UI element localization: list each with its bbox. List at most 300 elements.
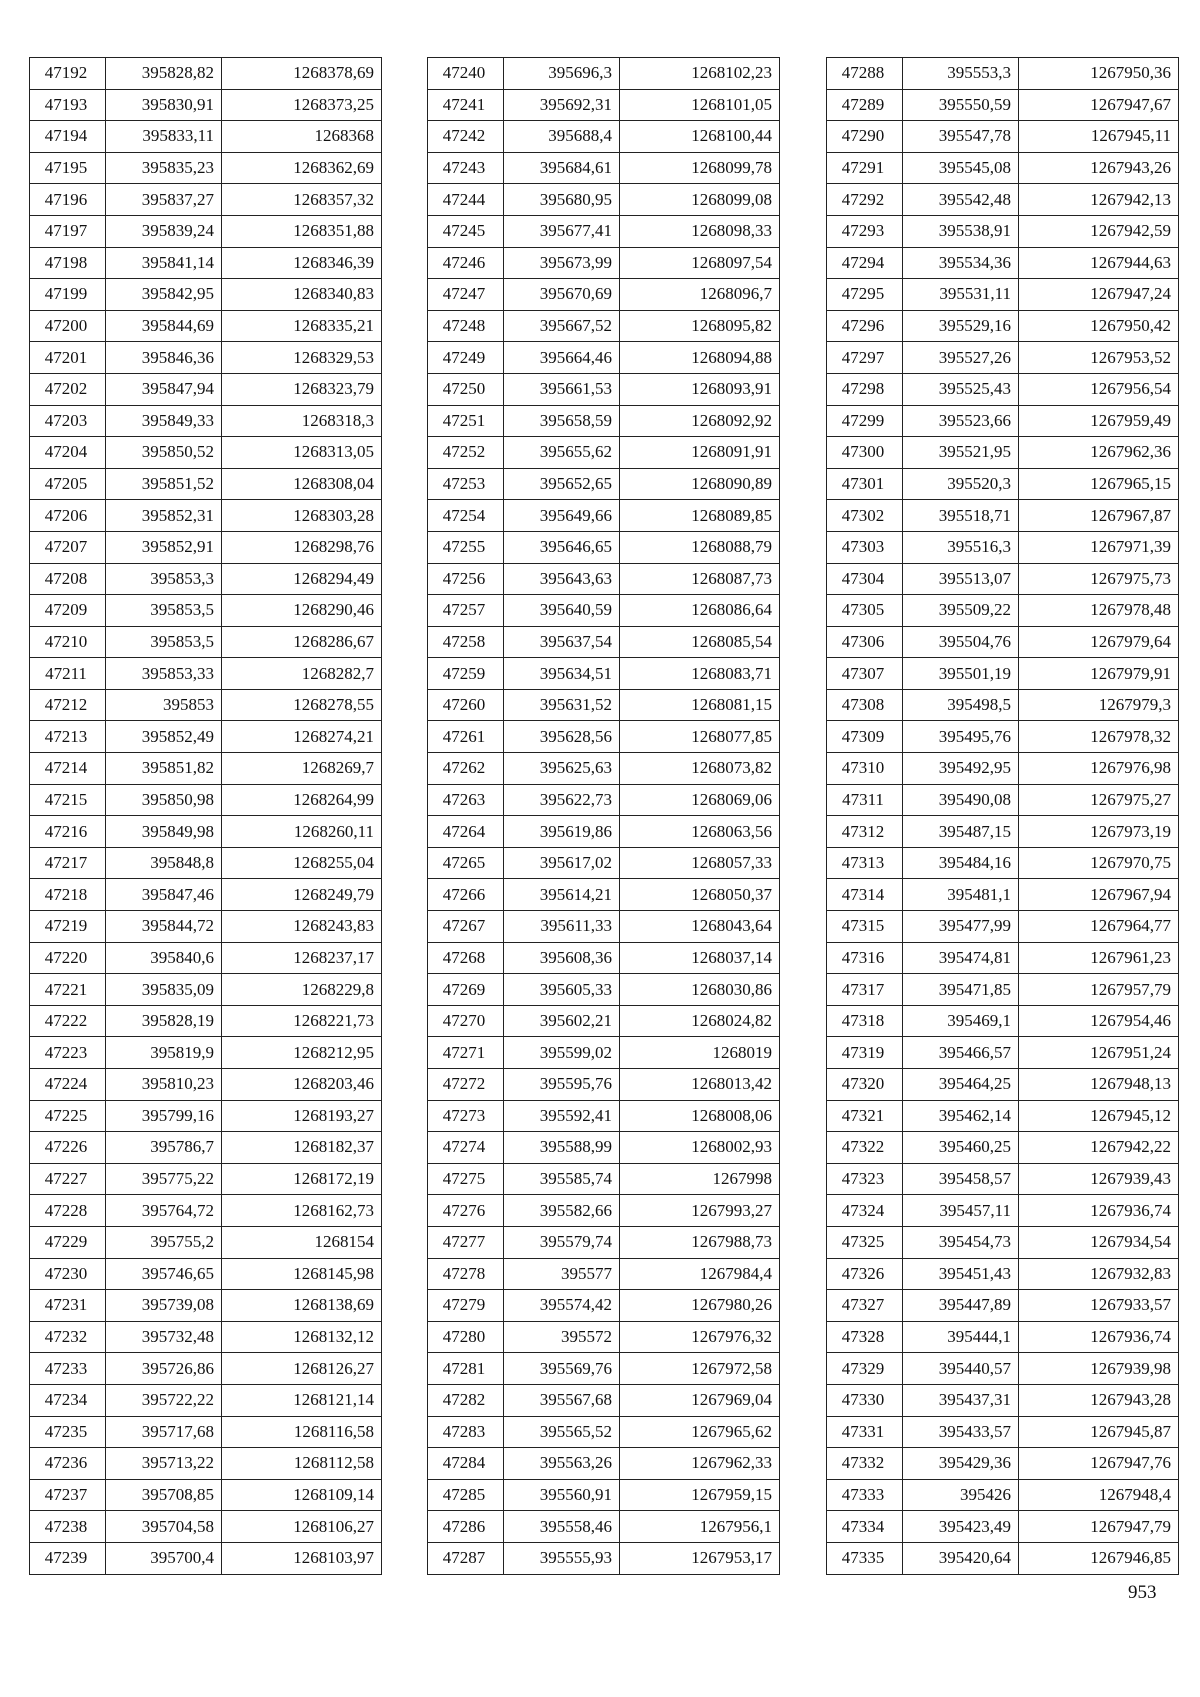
x-coordinate-cell: 395844,69 <box>106 310 222 342</box>
x-coordinate-cell: 395501,19 <box>903 658 1019 690</box>
table-row <box>428 974 780 1006</box>
point-id-cell: 47263 <box>428 784 504 816</box>
y-coordinate-cell: 1267970,75 <box>1019 847 1179 879</box>
table-row <box>30 1416 382 1448</box>
table-row <box>827 184 1179 216</box>
table-row <box>428 1100 780 1132</box>
y-coordinate-cell: 1267988,73 <box>620 1226 780 1258</box>
x-coordinate-cell: 395553,3 <box>903 58 1019 90</box>
y-coordinate-cell: 1268340,83 <box>222 279 382 311</box>
table-row <box>428 468 780 500</box>
point-id-cell: 47251 <box>428 405 504 437</box>
x-coordinate-cell: 395619,86 <box>504 816 620 848</box>
table-row <box>428 847 780 879</box>
y-coordinate-cell: 1268037,14 <box>620 942 780 974</box>
x-coordinate-cell: 395634,51 <box>504 658 620 690</box>
x-coordinate-cell: 395426 <box>903 1479 1019 1511</box>
x-coordinate-cell: 395658,59 <box>504 405 620 437</box>
x-coordinate-cell: 395555,93 <box>504 1542 620 1574</box>
y-coordinate-cell: 1267939,43 <box>1019 1163 1179 1195</box>
y-coordinate-cell: 1268323,79 <box>222 373 382 405</box>
y-coordinate-cell: 1268121,14 <box>222 1384 382 1416</box>
point-id-cell: 47279 <box>428 1290 504 1322</box>
y-coordinate-cell: 1268286,67 <box>222 626 382 658</box>
x-coordinate-cell: 395667,52 <box>504 310 620 342</box>
table-row <box>30 1163 382 1195</box>
y-coordinate-cell: 1268373,25 <box>222 89 382 121</box>
point-id-cell: 47218 <box>30 879 106 911</box>
x-coordinate-cell: 395423,49 <box>903 1511 1019 1543</box>
y-coordinate-cell: 1268099,08 <box>620 184 780 216</box>
x-coordinate-cell: 395433,57 <box>903 1416 1019 1448</box>
x-coordinate-cell: 395437,31 <box>903 1384 1019 1416</box>
x-coordinate-cell: 395677,41 <box>504 215 620 247</box>
table-row <box>827 942 1179 974</box>
point-id-cell: 47203 <box>30 405 106 437</box>
y-coordinate-cell: 1267965,15 <box>1019 468 1179 500</box>
y-coordinate-cell: 1268308,04 <box>222 468 382 500</box>
y-coordinate-cell: 1268096,7 <box>620 279 780 311</box>
y-coordinate-cell: 1267936,74 <box>1019 1195 1179 1227</box>
x-coordinate-cell: 395447,89 <box>903 1290 1019 1322</box>
table-row <box>827 437 1179 469</box>
y-coordinate-cell: 1268095,82 <box>620 310 780 342</box>
table-row <box>827 310 1179 342</box>
y-coordinate-cell: 1268085,54 <box>620 626 780 658</box>
table-row <box>30 215 382 247</box>
x-coordinate-cell: 395550,59 <box>903 89 1019 121</box>
table-row <box>30 500 382 532</box>
y-coordinate-cell: 1268077,85 <box>620 721 780 753</box>
table-row <box>428 500 780 532</box>
x-coordinate-cell: 395545,08 <box>903 152 1019 184</box>
table-row <box>30 279 382 311</box>
y-coordinate-cell: 1267953,17 <box>620 1542 780 1574</box>
table-row <box>30 1226 382 1258</box>
table-row <box>428 152 780 184</box>
point-id-cell: 47304 <box>827 563 903 595</box>
point-id-cell: 47250 <box>428 373 504 405</box>
y-coordinate-cell: 1267956,54 <box>1019 373 1179 405</box>
table-row <box>428 310 780 342</box>
x-coordinate-cell: 395655,62 <box>504 437 620 469</box>
point-id-cell: 47286 <box>428 1511 504 1543</box>
point-id-cell: 47215 <box>30 784 106 816</box>
point-id-cell: 47282 <box>428 1384 504 1416</box>
point-id-cell: 47235 <box>30 1416 106 1448</box>
y-coordinate-cell: 1267957,79 <box>1019 974 1179 1006</box>
x-coordinate-cell: 395513,07 <box>903 563 1019 595</box>
point-id-cell: 47261 <box>428 721 504 753</box>
y-coordinate-cell: 1268260,11 <box>222 816 382 848</box>
table-row <box>428 1195 780 1227</box>
table-row <box>30 658 382 690</box>
x-coordinate-cell: 395464,25 <box>903 1069 1019 1101</box>
point-id-cell: 47204 <box>30 437 106 469</box>
point-id-cell: 47307 <box>827 658 903 690</box>
x-coordinate-cell: 395577 <box>504 1258 620 1290</box>
point-id-cell: 47193 <box>30 89 106 121</box>
point-id-cell: 47220 <box>30 942 106 974</box>
y-coordinate-cell: 1268278,55 <box>222 689 382 721</box>
point-id-cell: 47260 <box>428 689 504 721</box>
point-id-cell: 47294 <box>827 247 903 279</box>
table-row <box>827 215 1179 247</box>
y-coordinate-cell: 1268083,71 <box>620 658 780 690</box>
y-coordinate-cell: 1267961,23 <box>1019 942 1179 974</box>
point-id-cell: 47308 <box>827 689 903 721</box>
x-coordinate-cell: 395844,72 <box>106 911 222 943</box>
point-id-cell: 47228 <box>30 1195 106 1227</box>
table-row <box>30 247 382 279</box>
x-coordinate-cell: 395684,61 <box>504 152 620 184</box>
y-coordinate-cell: 1267947,79 <box>1019 1511 1179 1543</box>
x-coordinate-cell: 395529,16 <box>903 310 1019 342</box>
y-coordinate-cell: 1268290,46 <box>222 595 382 627</box>
point-id-cell: 47214 <box>30 753 106 785</box>
table-row <box>30 121 382 153</box>
x-coordinate-cell: 395652,65 <box>504 468 620 500</box>
point-id-cell: 47223 <box>30 1037 106 1069</box>
table-row <box>827 1290 1179 1322</box>
point-id-cell: 47243 <box>428 152 504 184</box>
point-id-cell: 47289 <box>827 89 903 121</box>
x-coordinate-cell: 395739,08 <box>106 1290 222 1322</box>
point-id-cell: 47335 <box>827 1542 903 1574</box>
x-coordinate-cell: 395451,43 <box>903 1258 1019 1290</box>
x-coordinate-cell: 395640,59 <box>504 595 620 627</box>
x-coordinate-cell: 395474,81 <box>903 942 1019 974</box>
y-coordinate-cell: 1268094,88 <box>620 342 780 374</box>
table-row <box>827 595 1179 627</box>
point-id-cell: 47198 <box>30 247 106 279</box>
table-row <box>30 721 382 753</box>
y-coordinate-cell: 1267948,13 <box>1019 1069 1179 1101</box>
point-id-cell: 47229 <box>30 1226 106 1258</box>
y-coordinate-cell: 1268162,73 <box>222 1195 382 1227</box>
point-id-cell: 47241 <box>428 89 504 121</box>
table-row <box>827 753 1179 785</box>
coordinate-table-2 <box>427 57 780 1575</box>
point-id-cell: 47331 <box>827 1416 903 1448</box>
x-coordinate-cell: 395605,33 <box>504 974 620 1006</box>
y-coordinate-cell: 1267959,49 <box>1019 405 1179 437</box>
x-coordinate-cell: 395664,46 <box>504 342 620 374</box>
x-coordinate-cell: 395852,91 <box>106 531 222 563</box>
y-coordinate-cell: 1267967,87 <box>1019 500 1179 532</box>
y-coordinate-cell: 1268126,27 <box>222 1353 382 1385</box>
point-id-cell: 47209 <box>30 595 106 627</box>
x-coordinate-cell: 395819,9 <box>106 1037 222 1069</box>
point-id-cell: 47197 <box>30 215 106 247</box>
point-id-cell: 47302 <box>827 500 903 532</box>
y-coordinate-cell: 1268362,69 <box>222 152 382 184</box>
y-coordinate-cell: 1267964,77 <box>1019 911 1179 943</box>
table-row <box>827 531 1179 563</box>
table-row <box>428 121 780 153</box>
x-coordinate-cell: 395746,65 <box>106 1258 222 1290</box>
point-id-cell: 47322 <box>827 1132 903 1164</box>
table-row <box>428 1448 780 1480</box>
table-row <box>827 1479 1179 1511</box>
x-coordinate-cell: 395471,85 <box>903 974 1019 1006</box>
x-coordinate-cell: 395786,7 <box>106 1132 222 1164</box>
table-row <box>827 279 1179 311</box>
table-row <box>30 1321 382 1353</box>
table-row <box>428 1542 780 1574</box>
table-row <box>827 1100 1179 1132</box>
point-id-cell: 47317 <box>827 974 903 1006</box>
y-coordinate-cell: 1267932,83 <box>1019 1258 1179 1290</box>
y-coordinate-cell: 1268154 <box>222 1226 382 1258</box>
x-coordinate-cell: 395799,16 <box>106 1100 222 1132</box>
x-coordinate-cell: 395520,3 <box>903 468 1019 500</box>
table-row <box>428 215 780 247</box>
page-number: 953 <box>1128 1582 1157 1603</box>
table-row <box>428 942 780 974</box>
table-row <box>30 1037 382 1069</box>
point-id-cell: 47248 <box>428 310 504 342</box>
y-coordinate-cell: 1268132,12 <box>222 1321 382 1353</box>
table-row <box>30 911 382 943</box>
y-coordinate-cell: 1268378,69 <box>222 58 382 90</box>
point-id-cell: 47314 <box>827 879 903 911</box>
table-row <box>30 89 382 121</box>
table-row <box>30 310 382 342</box>
y-coordinate-cell: 1268081,15 <box>620 689 780 721</box>
y-coordinate-cell: 1268106,27 <box>222 1511 382 1543</box>
x-coordinate-cell: 395521,95 <box>903 437 1019 469</box>
point-id-cell: 47238 <box>30 1511 106 1543</box>
x-coordinate-cell: 395595,76 <box>504 1069 620 1101</box>
point-id-cell: 47217 <box>30 847 106 879</box>
x-coordinate-cell: 395504,76 <box>903 626 1019 658</box>
point-id-cell: 47269 <box>428 974 504 1006</box>
y-coordinate-cell: 1267962,36 <box>1019 437 1179 469</box>
x-coordinate-cell: 395622,73 <box>504 784 620 816</box>
x-coordinate-cell: 395708,85 <box>106 1479 222 1511</box>
x-coordinate-cell: 395547,78 <box>903 121 1019 153</box>
point-id-cell: 47256 <box>428 563 504 595</box>
table-row <box>30 468 382 500</box>
point-id-cell: 47283 <box>428 1416 504 1448</box>
point-id-cell: 47210 <box>30 626 106 658</box>
x-coordinate-cell: 395839,24 <box>106 215 222 247</box>
table-row <box>827 121 1179 153</box>
table-row <box>428 595 780 627</box>
x-coordinate-cell: 395732,48 <box>106 1321 222 1353</box>
table-row <box>827 342 1179 374</box>
point-id-cell: 47281 <box>428 1353 504 1385</box>
y-coordinate-cell: 1267939,98 <box>1019 1353 1179 1385</box>
x-coordinate-cell: 395579,74 <box>504 1226 620 1258</box>
x-coordinate-cell: 395680,95 <box>504 184 620 216</box>
x-coordinate-cell: 395670,69 <box>504 279 620 311</box>
point-id-cell: 47312 <box>827 816 903 848</box>
point-id-cell: 47324 <box>827 1195 903 1227</box>
point-id-cell: 47249 <box>428 342 504 374</box>
x-coordinate-cell: 395481,1 <box>903 879 1019 911</box>
x-coordinate-cell: 395518,71 <box>903 500 1019 532</box>
x-coordinate-cell: 395477,99 <box>903 911 1019 943</box>
y-coordinate-cell: 1267948,4 <box>1019 1479 1179 1511</box>
table-row <box>30 1511 382 1543</box>
table-row <box>428 879 780 911</box>
y-coordinate-cell: 1267969,04 <box>620 1384 780 1416</box>
table-row <box>428 373 780 405</box>
point-id-cell: 47253 <box>428 468 504 500</box>
table-row <box>827 89 1179 121</box>
y-coordinate-cell: 1267946,85 <box>1019 1542 1179 1574</box>
point-id-cell: 47225 <box>30 1100 106 1132</box>
table-row <box>827 721 1179 753</box>
y-coordinate-cell: 1267959,15 <box>620 1479 780 1511</box>
y-coordinate-cell: 1268237,17 <box>222 942 382 974</box>
point-id-cell: 47271 <box>428 1037 504 1069</box>
table-row <box>30 184 382 216</box>
x-coordinate-cell: 395492,95 <box>903 753 1019 785</box>
point-id-cell: 47301 <box>827 468 903 500</box>
table-row <box>30 563 382 595</box>
x-coordinate-cell: 395704,58 <box>106 1511 222 1543</box>
y-coordinate-cell: 1267953,52 <box>1019 342 1179 374</box>
point-id-cell: 47267 <box>428 911 504 943</box>
point-id-cell: 47258 <box>428 626 504 658</box>
point-id-cell: 47259 <box>428 658 504 690</box>
table-row <box>827 1005 1179 1037</box>
x-coordinate-cell: 395614,21 <box>504 879 620 911</box>
x-coordinate-cell: 395602,21 <box>504 1005 620 1037</box>
coordinate-table-3 <box>826 57 1179 1575</box>
x-coordinate-cell: 395649,66 <box>504 500 620 532</box>
point-id-cell: 47205 <box>30 468 106 500</box>
y-coordinate-cell: 1268109,14 <box>222 1479 382 1511</box>
point-id-cell: 47330 <box>827 1384 903 1416</box>
y-coordinate-cell: 1267950,42 <box>1019 310 1179 342</box>
x-coordinate-cell: 395830,91 <box>106 89 222 121</box>
x-coordinate-cell: 395611,33 <box>504 911 620 943</box>
y-coordinate-cell: 1267947,76 <box>1019 1448 1179 1480</box>
x-coordinate-cell: 395460,25 <box>903 1132 1019 1164</box>
table-row <box>428 531 780 563</box>
y-coordinate-cell: 1267975,73 <box>1019 563 1179 595</box>
table-row <box>827 468 1179 500</box>
y-coordinate-cell: 1268024,82 <box>620 1005 780 1037</box>
point-id-cell: 47219 <box>30 911 106 943</box>
y-coordinate-cell: 1267973,19 <box>1019 816 1179 848</box>
x-coordinate-cell: 395853,5 <box>106 595 222 627</box>
x-coordinate-cell: 395560,91 <box>504 1479 620 1511</box>
point-id-cell: 47247 <box>428 279 504 311</box>
x-coordinate-cell: 395582,66 <box>504 1195 620 1227</box>
y-coordinate-cell: 1267945,11 <box>1019 121 1179 153</box>
point-id-cell: 47333 <box>827 1479 903 1511</box>
y-coordinate-cell: 1267942,59 <box>1019 215 1179 247</box>
point-id-cell: 47222 <box>30 1005 106 1037</box>
point-id-cell: 47231 <box>30 1290 106 1322</box>
point-id-cell: 47266 <box>428 879 504 911</box>
point-id-cell: 47192 <box>30 58 106 90</box>
x-coordinate-cell: 395852,49 <box>106 721 222 753</box>
y-coordinate-cell: 1268030,86 <box>620 974 780 1006</box>
x-coordinate-cell: 395628,56 <box>504 721 620 753</box>
point-id-cell: 47297 <box>827 342 903 374</box>
table-row <box>827 500 1179 532</box>
y-coordinate-cell: 1268092,92 <box>620 405 780 437</box>
point-id-cell: 47213 <box>30 721 106 753</box>
x-coordinate-cell: 395833,11 <box>106 121 222 153</box>
coordinate-table-1 <box>29 57 382 1575</box>
x-coordinate-cell: 395688,4 <box>504 121 620 153</box>
table-row <box>30 1384 382 1416</box>
point-id-cell: 47216 <box>30 816 106 848</box>
x-coordinate-cell: 395429,36 <box>903 1448 1019 1480</box>
y-coordinate-cell: 1267956,1 <box>620 1511 780 1543</box>
table-row <box>30 1353 382 1385</box>
y-coordinate-cell: 1268229,8 <box>222 974 382 1006</box>
point-id-cell: 47274 <box>428 1132 504 1164</box>
y-coordinate-cell: 1268313,05 <box>222 437 382 469</box>
x-coordinate-cell: 395846,36 <box>106 342 222 374</box>
x-coordinate-cell: 395842,95 <box>106 279 222 311</box>
y-coordinate-cell: 1267943,26 <box>1019 152 1179 184</box>
y-coordinate-cell: 1268351,88 <box>222 215 382 247</box>
x-coordinate-cell: 395637,54 <box>504 626 620 658</box>
point-id-cell: 47293 <box>827 215 903 247</box>
point-id-cell: 47277 <box>428 1226 504 1258</box>
point-id-cell: 47280 <box>428 1321 504 1353</box>
table-row <box>30 405 382 437</box>
y-coordinate-cell: 1267947,24 <box>1019 279 1179 311</box>
y-coordinate-cell: 1268102,23 <box>620 58 780 90</box>
table-row <box>428 1384 780 1416</box>
point-id-cell: 47303 <box>827 531 903 563</box>
x-coordinate-cell: 395588,99 <box>504 1132 620 1164</box>
table-row <box>827 626 1179 658</box>
point-id-cell: 47305 <box>827 595 903 627</box>
point-id-cell: 47298 <box>827 373 903 405</box>
y-coordinate-cell: 1268099,78 <box>620 152 780 184</box>
table-row <box>827 152 1179 184</box>
table-row <box>428 911 780 943</box>
point-id-cell: 47244 <box>428 184 504 216</box>
table-row <box>428 1321 780 1353</box>
y-coordinate-cell: 1268335,21 <box>222 310 382 342</box>
point-id-cell: 47309 <box>827 721 903 753</box>
y-coordinate-cell: 1267978,48 <box>1019 595 1179 627</box>
y-coordinate-cell: 1267936,74 <box>1019 1321 1179 1353</box>
y-coordinate-cell: 1268138,69 <box>222 1290 382 1322</box>
y-coordinate-cell: 1267942,13 <box>1019 184 1179 216</box>
point-id-cell: 47200 <box>30 310 106 342</box>
table-row <box>30 1132 382 1164</box>
point-id-cell: 47310 <box>827 753 903 785</box>
table-row <box>827 1542 1179 1574</box>
y-coordinate-cell: 1268008,06 <box>620 1100 780 1132</box>
x-coordinate-cell: 395717,68 <box>106 1416 222 1448</box>
x-coordinate-cell: 395840,6 <box>106 942 222 974</box>
point-id-cell: 47320 <box>827 1069 903 1101</box>
table-row <box>827 373 1179 405</box>
point-id-cell: 47323 <box>827 1163 903 1195</box>
table-row <box>428 184 780 216</box>
x-coordinate-cell: 395849,33 <box>106 405 222 437</box>
point-id-cell: 47206 <box>30 500 106 532</box>
y-coordinate-cell: 1268264,99 <box>222 784 382 816</box>
x-coordinate-cell: 395853 <box>106 689 222 721</box>
y-coordinate-cell: 1268255,04 <box>222 847 382 879</box>
point-id-cell: 47227 <box>30 1163 106 1195</box>
